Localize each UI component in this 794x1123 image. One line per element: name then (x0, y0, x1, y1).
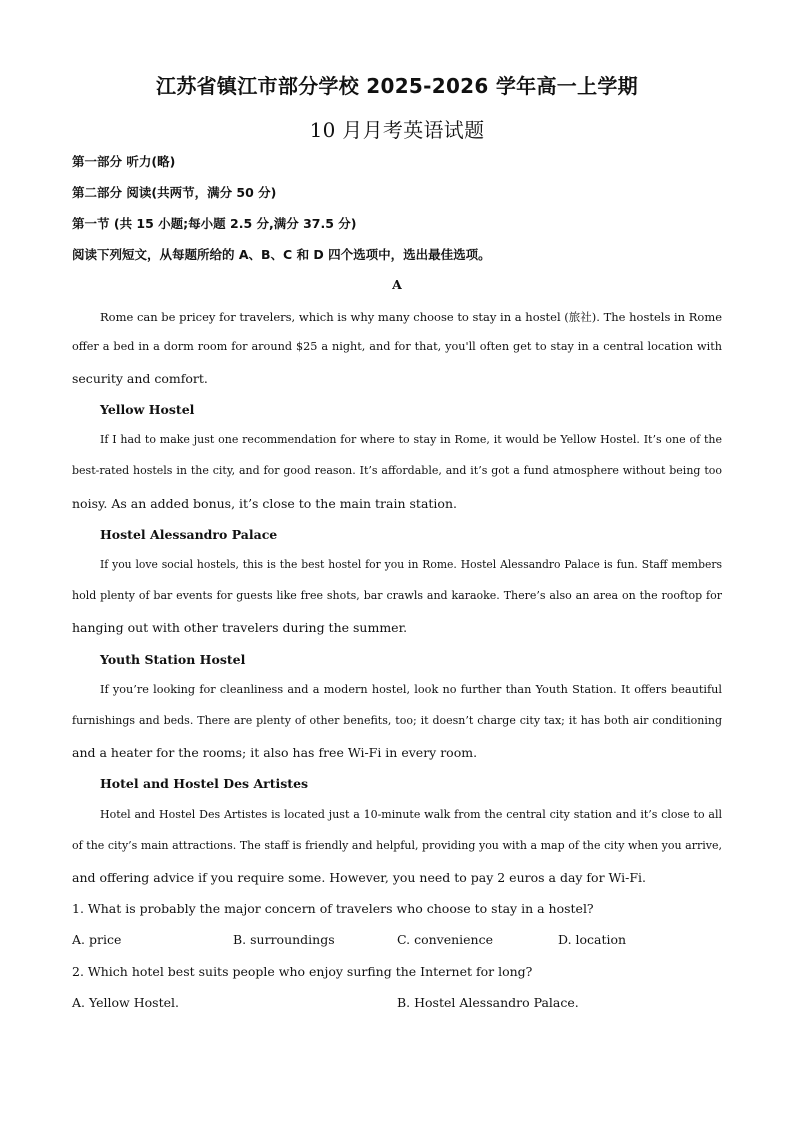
section1-heading: 第一节 (共 15 小题;每小题 2.5 分,满分 37.5 分) (72, 216, 357, 231)
hostel-text-line: hanging out with other travelers during the summer. (72, 620, 408, 635)
part2-heading: 第二部分 阅读(共两节，满分 50 分) (72, 185, 277, 200)
instruction-text: 阅读下列短文，从每题所给的 A、B、C 和 D 四个选项中，选出最佳选项。 (72, 247, 491, 262)
part1-heading: 第一部分 听力(略) (72, 154, 176, 169)
question-2-stem: 2. Which hotel best suits people who enjoy surfing the Internet for long? (72, 964, 533, 979)
question-1-option-d: D. location (558, 932, 627, 947)
page-subtitle: 10 月月考英语试题 (309, 118, 485, 142)
hostel-heading-des-artistes: Hotel and Hostel Des Artistes (100, 776, 309, 791)
hostel-text-line: furnishings and beds. There are plenty of other benefits, too; it doesn’t charge city tax; it has both air conditioning (72, 714, 722, 727)
intro-line-2: offer a bed in a dorm room for around $25 a night, and for that, you'll often get to stay in a central location with (72, 340, 722, 353)
hostel-text-line: best-rated hostels in the city, and for good reason. It’s affordable, and it’s got a fund atmosphere without being too (72, 464, 722, 477)
hostel-heading-alessandro: Hostel Alessandro Palace (100, 527, 278, 542)
hostel-text-line: If you love social hostels, this is the best hostel for you in Rome. Hostel Alessandro Palace is fun. Staff members (100, 558, 722, 571)
question-2-option-a: A. Yellow Hostel. (72, 995, 179, 1010)
page-title: 江苏省镇江市部分学校 2025-2026 学年高一上学期 (156, 74, 638, 98)
hostel-text-line: and offering advice if you require some. However, you need to pay 2 euros a day for Wi-Fi. (72, 870, 647, 885)
question-1-option-c: C. convenience (397, 932, 493, 947)
passage-letter: A (392, 277, 402, 292)
hostel-text-line: Hotel and Hostel Des Artistes is located just a 10-minute walk from the central city station and it’s close to all (100, 808, 722, 821)
hostel-text-line: noisy. As an added bonus, it’s close to the main train station. (72, 496, 457, 511)
hostel-heading-youth-station: Youth Station Hostel (100, 652, 246, 667)
hostel-text-line: and a heater for the rooms; it also has free Wi-Fi in every room. (72, 745, 478, 760)
question-1-stem: 1. What is probably the major concern of travelers who choose to stay in a hostel? (72, 901, 594, 916)
hostel-text-line: If you’re looking for cleanliness and a modern hostel, look no further than Youth Station. It offers beautiful (100, 683, 722, 696)
hostel-heading-yellow: Yellow Hostel (100, 402, 195, 417)
intro-line-1: Rome can be pricey for travelers, which is why many choose to stay in a hostel (旅社). The hostels in Rome (100, 310, 723, 324)
question-2-option-b: B. Hostel Alessandro Palace. (397, 995, 579, 1010)
hostel-text-line: hold plenty of bar events for guests like free shots, bar crawls and karaoke. There’s also an area on the rooftop for (72, 589, 722, 602)
hostel-text-line: of the city’s main attractions. The staff is friendly and helpful, providing you with a map of the city when you arrive, (72, 839, 722, 852)
intro-line-3: security and comfort. (72, 371, 208, 386)
question-1-option-a: A. price (72, 932, 122, 947)
hostel-text-line: If I had to make just one recommendation for where to stay in Rome, it would be Yellow Hostel. It’s one of the (100, 433, 722, 446)
question-1-option-b: B. surroundings (233, 932, 335, 947)
